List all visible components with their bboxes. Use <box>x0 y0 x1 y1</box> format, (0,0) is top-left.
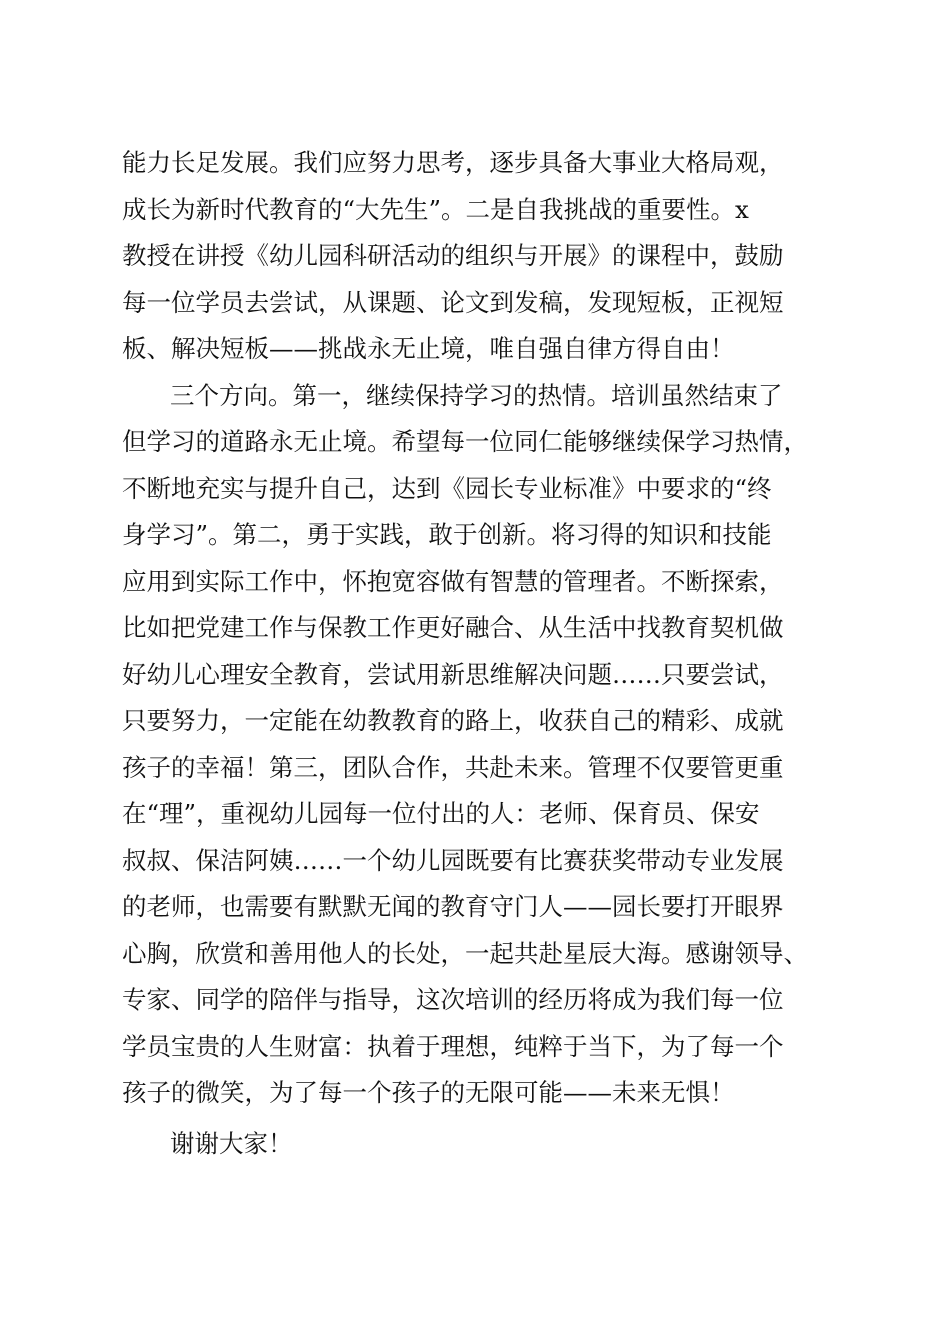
text-line: 孩子的幸福！第三，团队合作，共赴未来。管理不仅要管更重 <box>122 752 784 782</box>
text-line: 专家、同学的陪伴与指导，这次培训的经历将成为我们每一位 <box>122 985 784 1014</box>
text-line: 在“理”，重视幼儿园每一位付出的人：老师、保育员、保安 <box>122 799 760 828</box>
text-line: 孩子的微笑，为了每一个孩子的无限可能——未来无惧！ <box>122 1078 735 1107</box>
closing-line: 谢谢大家！ <box>170 1128 293 1158</box>
text-line: 教授在讲授《幼儿园科研活动的组织与开展》的课程中，鼓励 <box>122 241 784 270</box>
text-line: 好幼儿心理安全教育，尝试用新思维解决问题……只要尝试， <box>122 659 784 689</box>
text-line: 学员宝贵的人生财富：执着于理想，纯粹于当下，为了每一个 <box>122 1031 784 1061</box>
text-line: 每一位学员去尝试，从课题、论文到发稿，发现短板，正视短 <box>122 287 784 317</box>
text-line: 的老师，也需要有默默无闻的教育守门人——园长要打开眼界 <box>122 892 784 921</box>
text-line: 板、解决短板——挑战永无止境，唯自强自律方得自由！ <box>122 334 735 363</box>
text-line: 不断地充实与提升自己，达到《园长专业标准》中要求的“终 <box>122 473 772 503</box>
paragraph-start-line: 三个方向。第一，继续保持学习的热情。培训虽然结束了 <box>170 380 783 410</box>
text-line: 叔叔、保洁阿姨……一个幼儿园既要有比赛获奖带动专业发展 <box>122 845 784 875</box>
document-body <box>122 140 852 1167</box>
text-line: 但学习的道路永无止境。希望每一位同仁能够继续保学习热情， <box>122 427 808 456</box>
text-line: 比如把党建工作与保教工作更好融合、从生活中找教育契机做 <box>122 613 784 642</box>
text-line: 身学习”。第二，勇于实践，敢于创新。将习得的知识和技能 <box>122 520 772 549</box>
text-line: 能力长足发展。我们应努力思考，逐步具备大事业大格局观， <box>122 148 784 177</box>
text-line: 成长为新时代教育的“大先生”。二是自我挑战的重要性。x <box>122 194 749 224</box>
text-line: 心胸，欣赏和善用他人的长处，一起共赴星辰大海。感谢领导、 <box>122 938 808 968</box>
text-line: 只要努力，一定能在幼教教育的路上，收获自己的精彩、成就 <box>122 706 784 735</box>
text-line: 应用到实际工作中，怀抱宽容做有智慧的管理者。不断探索， <box>122 566 784 596</box>
